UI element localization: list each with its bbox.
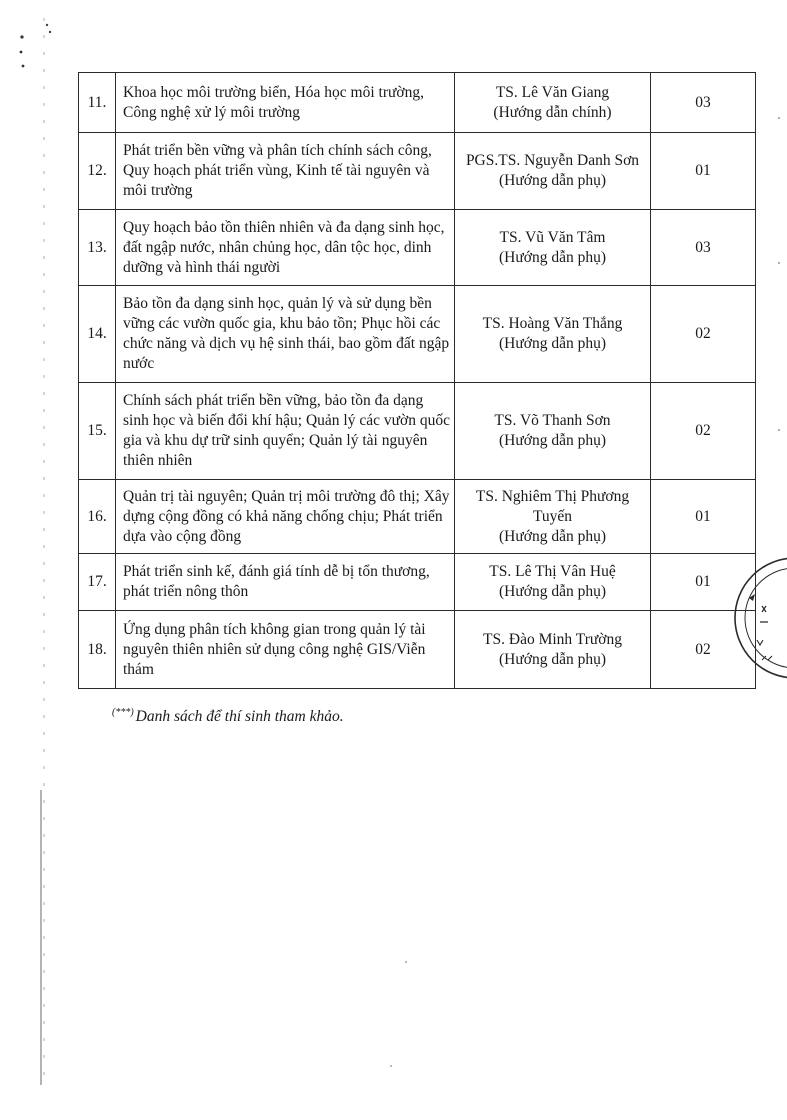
table-row [79, 73, 756, 133]
student-quota: 01 [651, 133, 756, 210]
supervisor-topics-table [78, 72, 756, 689]
footnote [112, 707, 344, 726]
student-quota: 02 [651, 611, 756, 689]
research-topic: Phát triển sinh kế, đánh giá tính dễ bị tổn thương, phát triển nông thôn [116, 554, 455, 611]
supervisor-cell [455, 480, 651, 554]
table-row [79, 383, 756, 480]
supervisor-cell [455, 210, 651, 286]
research-topic: Quy hoạch bảo tồn thiên nhiên và đa dạng sinh học, đất ngập nước, nhân chủng học, dân tộc học, dinh dưỡng và hình thái người [116, 210, 455, 286]
punch-dot [46, 24, 48, 26]
punch-dot [20, 35, 23, 38]
row-number: 13. [79, 210, 116, 286]
supervisor-name: TS. Lê Thị Vân Huệ [489, 563, 616, 580]
supervisor-role: (Hướng dẫn phụ) [499, 172, 606, 189]
supervisor-cell [455, 554, 651, 611]
supervisor-cell [455, 383, 651, 480]
speck [778, 262, 780, 264]
supervisor-role: (Hướng dẫn phụ) [499, 248, 606, 266]
student-quota: 01 [651, 554, 756, 611]
footnote-mark: (***) [112, 707, 134, 718]
row-number: 11. [79, 73, 116, 133]
supervisor-role: (Hướng dẫn phụ) [499, 583, 606, 600]
research-topic: Khoa học môi trường biển, Hóa học môi trường, Công nghệ xử lý môi trường [116, 73, 455, 133]
student-quota: 01 [651, 480, 756, 554]
supervisor-name: TS. Nghiêm Thị Phương Tuyến [475, 487, 630, 525]
research-topic: Bảo tồn đa dạng sinh học, quản lý và sử dụng bền vững các vườn quốc gia, khu bảo tồn; Phục hồi các chức năng và dịch vụ hệ sinh thái, bao gồm đất ngập nước [116, 286, 455, 383]
supervisor-role: (Hướng dẫn phụ) [499, 527, 606, 545]
supervisor-name: TS. Đào Minh Trường [483, 630, 622, 648]
supervisor-cell [455, 73, 651, 133]
row-number: 14. [79, 286, 116, 383]
supervisor-role: (Hướng dẫn phụ) [499, 335, 606, 352]
speck [390, 1065, 392, 1067]
supervisor-name: TS. Lê Văn Giang [495, 83, 610, 101]
supervisor-cell [455, 133, 651, 210]
student-quota: 02 [651, 286, 756, 383]
student-quota: 02 [651, 383, 756, 480]
punch-dot [49, 31, 51, 33]
student-quota: 03 [651, 210, 756, 286]
row-number: 17. [79, 554, 116, 611]
supervisor-role: (Hướng dẫn chính) [493, 103, 612, 121]
row-number: 12. [79, 133, 116, 210]
supervisor-name: TS. Võ Thanh Sơn [494, 412, 611, 429]
supervisor-role: (Hướng dẫn phụ) [499, 650, 606, 668]
speck [405, 961, 407, 963]
row-number: 18. [79, 611, 116, 689]
research-topic: Quản trị tài nguyên; Quản trị môi trường đô thị; Xây dựng cộng đồng có khả năng chống chịu; Phát triển dựa vào cộng đồng [116, 480, 455, 554]
research-topic: Chính sách phát triển bền vững, bảo tồn đa dạng sinh học và biến đổi khí hậu; Quản lý các vườn quốc gia và khu dự trữ sinh quyển; Quản lý tài nguyên thiên nhiên [116, 383, 455, 480]
row-number: 16. [79, 480, 116, 554]
supervisor-role: (Hướng dẫn phụ) [499, 432, 606, 449]
punch-dot [20, 51, 23, 54]
supervisor-cell [455, 286, 651, 383]
table-row [79, 286, 756, 383]
speck [778, 117, 780, 119]
footnote-text: Danh sách để thí sinh tham khảo. [135, 708, 344, 726]
table-row [79, 210, 756, 286]
supervisor-name: TS. Vũ Văn Tâm [499, 228, 606, 246]
table-row [79, 133, 756, 210]
student-quota: 03 [651, 73, 756, 133]
research-topic: Ứng dụng phân tích không gian trong quản lý tài nguyên thiên nhiên sử dụng công nghệ GIS/Viễn thám [116, 611, 455, 689]
speck [778, 429, 780, 431]
table-row [79, 611, 756, 689]
supervisor-cell [455, 611, 651, 689]
supervisor-name: TS. Hoàng Văn Thắng [482, 315, 623, 332]
research-topic: Phát triển bền vững và phân tích chính sách công, Quy hoạch phát triển vùng, Kinh tế tài nguyên và môi trường [116, 133, 455, 210]
table-row [79, 554, 756, 611]
supervisor-name: PGS.TS. Nguyễn Danh Sơn [465, 152, 640, 169]
table-row [79, 480, 756, 554]
row-number: 15. [79, 383, 116, 480]
punch-dot [22, 65, 25, 68]
